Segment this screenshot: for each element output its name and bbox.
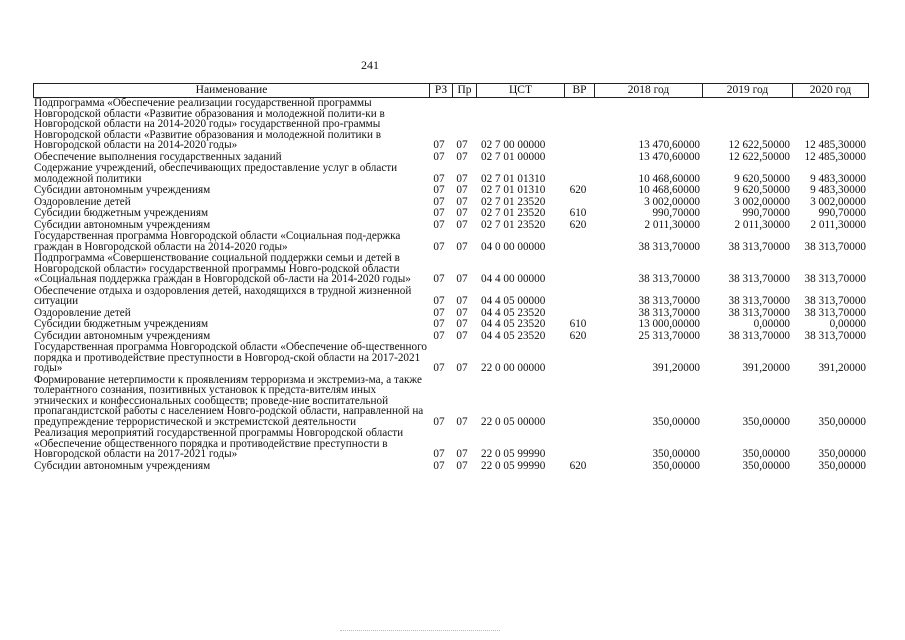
page-number: 241 bbox=[361, 58, 379, 72]
cell-rz: 07 bbox=[433, 273, 445, 285]
cell-y2018: 990,70000 bbox=[652, 207, 700, 219]
cell-y2020: 38 313,70000 bbox=[804, 295, 866, 307]
table-row bbox=[33, 208, 869, 220]
cell-pr: 07 bbox=[456, 207, 468, 219]
cell-rz: 07 bbox=[433, 306, 445, 319]
cell-y2019: 38 313,70000 bbox=[728, 240, 790, 253]
cell-pr: 07 bbox=[456, 329, 468, 342]
row-name: Подпрограмма «Обеспечение реализации государственной программы Новгородской области «Развитие образования и молодежной полити-ки в Новгородской области на 2014-2020 годы» государственной про-граммы Новгородской области «Развитие образования и молодежной политики в Новгородской области на 2014-2020 годы» bbox=[34, 97, 385, 151]
cell-rz: 07 bbox=[433, 459, 445, 472]
cell-cst: 02 7 00 00000 bbox=[481, 139, 546, 151]
cell-cst: 22 0 05 00000 bbox=[481, 415, 546, 428]
cell-y2020: 3 002,00000 bbox=[810, 195, 866, 208]
row-name: Субсидии автономным учреждениям bbox=[34, 459, 211, 472]
cell-cst: 04 4 05 23520 bbox=[481, 318, 546, 330]
cell-y2019: 0,00000 bbox=[753, 318, 790, 330]
cell-y2020: 350,00000 bbox=[818, 415, 866, 428]
header-vr: ВР bbox=[564, 84, 594, 97]
cell-vr: 620 bbox=[569, 218, 587, 231]
header-2020: 2020 год bbox=[792, 84, 868, 97]
row-name: Субсидии автономным учреждениям bbox=[34, 184, 211, 196]
cell-y2020: 9 483,30000 bbox=[810, 172, 866, 185]
cell-y2020: 38 313,70000 bbox=[804, 240, 866, 253]
table-row bbox=[33, 185, 869, 197]
cell-y2018: 391,20000 bbox=[652, 362, 700, 374]
cell-cst: 02 7 01 23520 bbox=[481, 207, 546, 219]
cell-y2020: 12 485,30000 bbox=[804, 150, 866, 163]
cell-y2019: 9 620,50000 bbox=[734, 184, 790, 196]
cell-rz: 07 bbox=[433, 218, 445, 231]
cell-cst: 22 0 05 99990 bbox=[481, 459, 546, 472]
row-name: Обеспечение отдыха и оздоровления детей, находящихся в трудной жизненной ситуации bbox=[34, 284, 412, 307]
cell-pr: 07 bbox=[456, 459, 468, 472]
cell-rz: 07 bbox=[433, 207, 445, 219]
cell-rz: 07 bbox=[433, 362, 445, 374]
cell-vr: 620 bbox=[569, 184, 587, 196]
cell-y2019: 990,70000 bbox=[742, 207, 790, 219]
cell-pr: 07 bbox=[456, 139, 468, 151]
cell-rz: 07 bbox=[433, 150, 445, 163]
cell-pr: 07 bbox=[456, 150, 468, 163]
cell-pr: 07 bbox=[456, 172, 468, 185]
cell-vr: 620 bbox=[569, 459, 587, 472]
cell-cst: 02 7 01 01310 bbox=[481, 184, 546, 196]
row-name: Оздоровление детей bbox=[34, 306, 131, 319]
cell-cst: 22 0 05 99990 bbox=[481, 448, 546, 460]
row-name: Субсидии автономным учреждениям bbox=[34, 329, 211, 342]
cell-pr: 07 bbox=[456, 306, 468, 319]
header-2019: 2019 год bbox=[702, 84, 792, 97]
cell-vr: 620 bbox=[569, 329, 587, 342]
cell-y2018: 3 002,00000 bbox=[644, 195, 700, 208]
table-row bbox=[33, 286, 869, 308]
cell-y2019: 391,20000 bbox=[742, 362, 790, 374]
cell-y2018: 25 313,70000 bbox=[638, 329, 700, 342]
cell-y2019: 3 002,00000 bbox=[734, 195, 790, 208]
cell-pr: 07 bbox=[456, 273, 468, 285]
cell-y2019: 9 620,50000 bbox=[734, 172, 790, 185]
cell-y2019: 12 622,50000 bbox=[728, 150, 790, 163]
table-row bbox=[33, 163, 869, 185]
cell-y2018: 2 011,30000 bbox=[644, 218, 700, 231]
cell-pr: 07 bbox=[456, 184, 468, 196]
cell-y2018: 350,00000 bbox=[652, 415, 700, 428]
cell-y2020: 38 313,70000 bbox=[804, 329, 866, 342]
table-row bbox=[33, 98, 869, 152]
cell-pr: 07 bbox=[456, 318, 468, 330]
cell-y2018: 13 470,60000 bbox=[638, 150, 700, 163]
cell-pr: 07 bbox=[456, 448, 468, 460]
cell-y2020: 350,00000 bbox=[818, 448, 866, 460]
cell-cst: 04 4 00 00000 bbox=[481, 273, 546, 285]
cell-pr: 07 bbox=[456, 195, 468, 208]
table-row bbox=[33, 253, 869, 286]
cell-y2018: 38 313,70000 bbox=[638, 273, 700, 285]
cell-y2019: 38 313,70000 bbox=[728, 329, 790, 342]
cell-y2020: 0,00000 bbox=[829, 318, 866, 330]
cell-y2018: 10 468,60000 bbox=[638, 172, 700, 185]
cell-pr: 07 bbox=[456, 240, 468, 253]
cell-y2018: 350,00000 bbox=[652, 459, 700, 472]
cell-y2020: 2 011,30000 bbox=[810, 218, 866, 231]
row-name: Государственная программа Новгородской области «Социальная под-держка граждан в Новгородской области на 2014-2020 годы» bbox=[34, 230, 401, 253]
cell-rz: 07 bbox=[433, 172, 445, 185]
cell-y2020: 391,20000 bbox=[818, 362, 866, 374]
table-row bbox=[33, 319, 869, 331]
row-name: Субсидии бюджетным учреждениям bbox=[34, 318, 209, 330]
header-pr: Пр bbox=[452, 84, 476, 97]
cell-cst: 02 7 01 01310 bbox=[481, 172, 546, 185]
cell-cst: 04 4 05 00000 bbox=[481, 295, 546, 307]
cell-y2018: 38 313,70000 bbox=[638, 306, 700, 319]
cell-y2019: 350,00000 bbox=[742, 448, 790, 460]
table-row bbox=[33, 461, 869, 473]
cell-rz: 07 bbox=[433, 415, 445, 428]
cell-y2018: 13 470,60000 bbox=[638, 139, 700, 151]
cell-y2020: 9 483,30000 bbox=[810, 184, 866, 196]
scan-artifact bbox=[340, 630, 500, 633]
cell-rz: 07 bbox=[433, 329, 445, 342]
cell-y2019: 350,00000 bbox=[742, 415, 790, 428]
row-name: Оздоровление детей bbox=[34, 195, 131, 208]
cell-y2018: 38 313,70000 bbox=[638, 295, 700, 307]
row-name: Обеспечение выполнения государственных заданий bbox=[34, 150, 282, 163]
cell-rz: 07 bbox=[433, 448, 445, 460]
header-cst: ЦСТ bbox=[476, 84, 564, 97]
cell-y2019: 12 622,50000 bbox=[728, 139, 790, 151]
cell-pr: 07 bbox=[456, 218, 468, 231]
cell-cst: 04 4 05 23520 bbox=[481, 329, 546, 342]
row-name: Содержание учреждений, обеспечивающих предоставление услуг в области молодежной политики bbox=[34, 162, 398, 185]
cell-cst: 02 7 01 00000 bbox=[481, 150, 546, 163]
cell-pr: 07 bbox=[456, 295, 468, 307]
cell-y2019: 38 313,70000 bbox=[728, 306, 790, 319]
cell-cst: 02 7 01 23520 bbox=[481, 218, 546, 231]
cell-y2020: 350,00000 bbox=[818, 459, 866, 472]
row-name: Государственная программа Новгородской области «Обеспечение об-щественного порядка и противодействие преступности в Новгород-ской области на 2017-2021 годы» bbox=[34, 341, 428, 374]
cell-y2018: 38 313,70000 bbox=[638, 240, 700, 253]
cell-pr: 07 bbox=[456, 415, 468, 428]
table-row bbox=[33, 342, 869, 375]
cell-vr: 610 bbox=[569, 207, 587, 219]
cell-y2020: 38 313,70000 bbox=[804, 273, 866, 285]
table-row bbox=[33, 375, 869, 429]
cell-cst: 04 0 00 00000 bbox=[481, 240, 546, 253]
row-name: Подпрограмма «Совершенствование социальной поддержки семьи и детей в Новгородской области» государственной программы Новго-родской области «Социальная поддержка граждан в Новгородской об-ласти на 2014-2020 годы» bbox=[34, 252, 411, 285]
cell-y2018: 350,00000 bbox=[652, 448, 700, 460]
cell-rz: 07 bbox=[433, 240, 445, 253]
cell-rz: 07 bbox=[433, 184, 445, 196]
cell-cst: 04 4 05 23520 bbox=[481, 306, 546, 319]
header-2018: 2018 год bbox=[594, 84, 702, 97]
cell-y2019: 38 313,70000 bbox=[728, 273, 790, 285]
row-name: Формирование нетерпимости к проявлениям терроризма и экстремиз-ма, а также толерантного сознания, позитивных установок к предста-вителям иных этнических и конфессиональных сообществ; проведе-ние воспитательной пропагандистской работы с населением Новго-родской области, направленной на предупреждение террористической и экстремистской деятельности bbox=[34, 373, 424, 428]
cell-rz: 07 bbox=[433, 295, 445, 307]
cell-cst: 02 7 01 23520 bbox=[481, 195, 546, 208]
cell-y2018: 13 000,00000 bbox=[638, 318, 700, 330]
cell-pr: 07 bbox=[456, 362, 468, 374]
row-name: Реализация мероприятий государственной программы Новгородской области «Обеспечение общественного порядка и противодействие преступности в Новгородской области на 2017-2021 годы» bbox=[34, 427, 404, 460]
cell-cst: 22 0 00 00000 bbox=[481, 362, 546, 374]
cell-y2018: 10 468,60000 bbox=[638, 184, 700, 196]
table-header bbox=[33, 83, 869, 98]
cell-y2019: 350,00000 bbox=[742, 459, 790, 472]
cell-y2019: 2 011,30000 bbox=[734, 218, 790, 231]
cell-vr: 610 bbox=[569, 318, 587, 330]
cell-rz: 07 bbox=[433, 318, 445, 330]
cell-y2020: 12 485,30000 bbox=[804, 139, 866, 151]
header-rz: РЗ bbox=[429, 84, 452, 97]
cell-rz: 07 bbox=[433, 139, 445, 151]
budget-table bbox=[33, 83, 869, 472]
row-name: Субсидии автономным учреждениям bbox=[34, 218, 211, 231]
table-body bbox=[33, 98, 869, 472]
cell-y2020: 38 313,70000 bbox=[804, 306, 866, 319]
cell-y2020: 990,70000 bbox=[818, 207, 866, 219]
row-name: Субсидии бюджетным учреждениям bbox=[34, 207, 209, 219]
cell-y2019: 38 313,70000 bbox=[728, 295, 790, 307]
cell-rz: 07 bbox=[433, 195, 445, 208]
table-row bbox=[33, 231, 869, 253]
table-row bbox=[33, 428, 869, 461]
header-name: Наименование bbox=[195, 84, 268, 96]
